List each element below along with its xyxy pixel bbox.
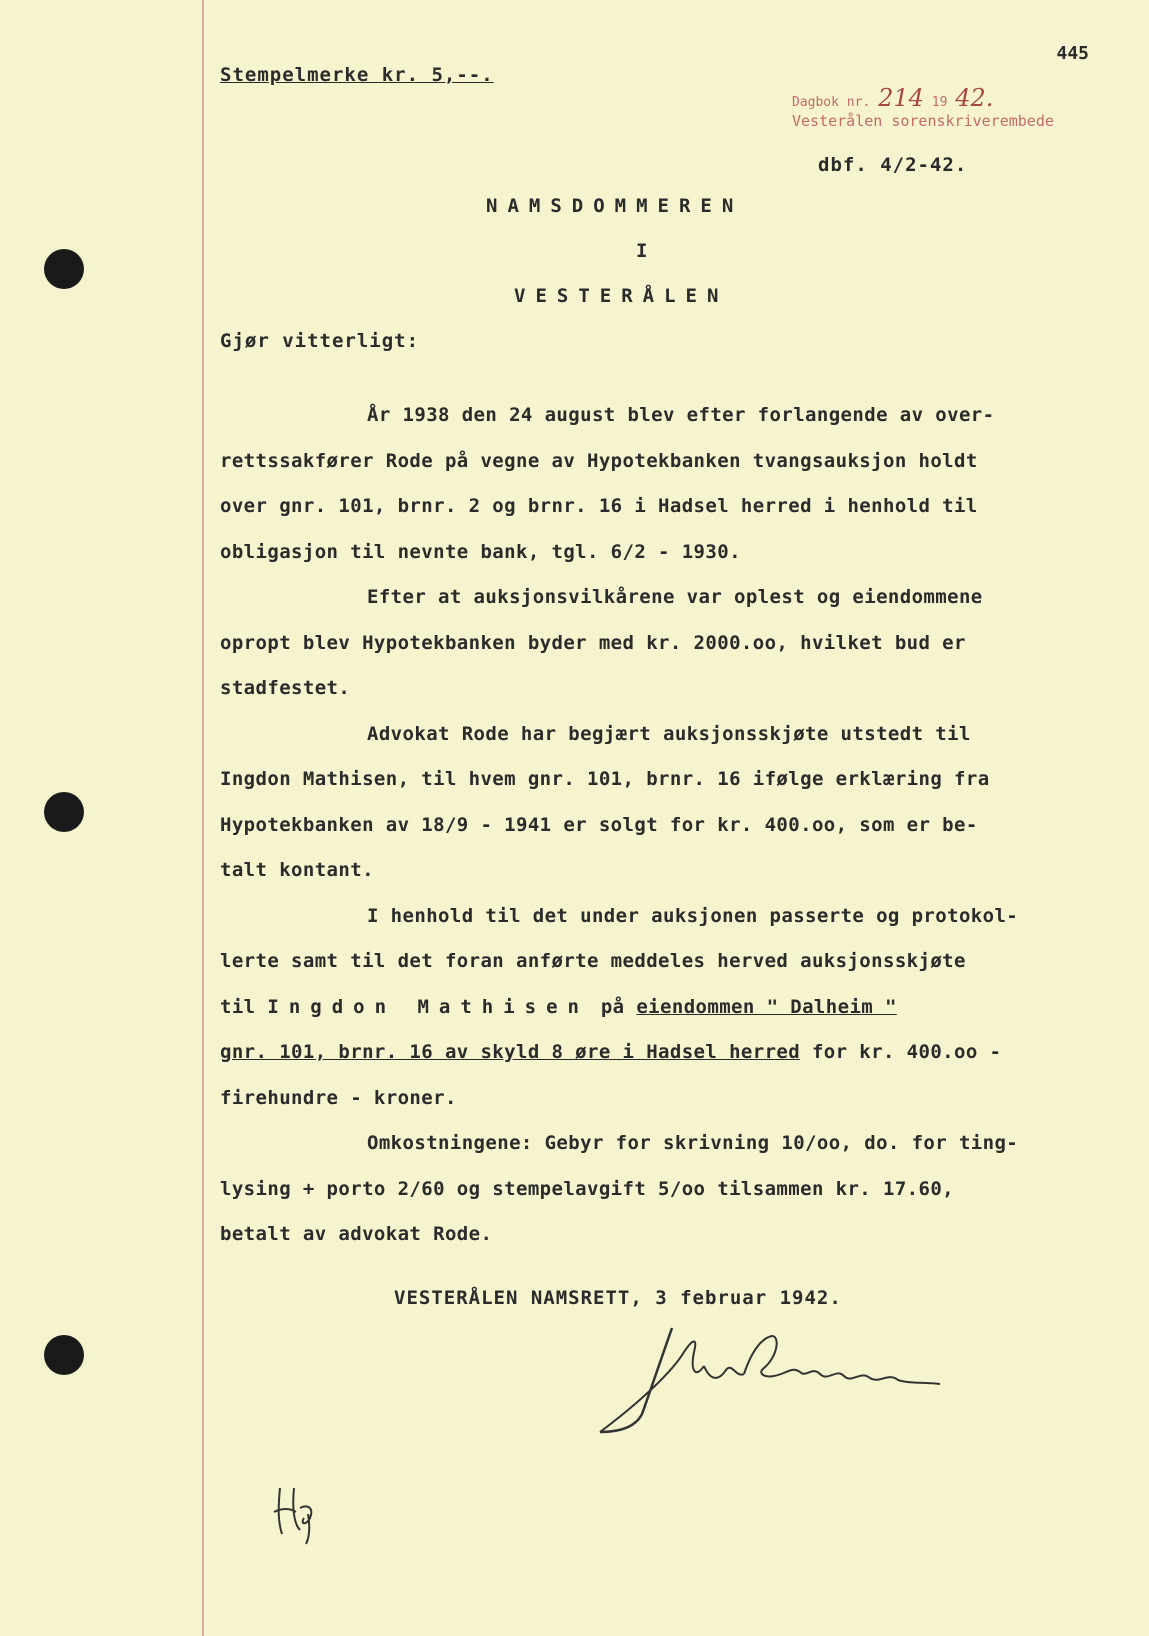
stamp-duty: Stempelmerke kr. 5,--.	[220, 64, 494, 86]
text-line: lysing + porto 2/60 og stempelavgift 5/oo tilsammen kr. 17.60,	[220, 1177, 955, 1200]
text-line: Advokat Rode har begjært auksjonsskjøte utstedt til	[367, 722, 971, 745]
text-line: betalt av advokat Rode.	[220, 1223, 493, 1245]
text-line: Hypotekbanken av 18/9 - 1941 er solgt for kr. 400.oo, som er be-	[220, 813, 978, 836]
heading-namsdommeren: NAMSDOMMEREN	[486, 195, 744, 217]
text-line: rettssakfører Rode på vegne av Hypotekbanken tvangsauksjon holdt	[220, 449, 978, 472]
text-line: over gnr. 101, brnr. 2 og brnr. 16 i Hadsel herred i henhold til	[220, 495, 978, 517]
dagbok-label: Dagbok nr.	[792, 95, 871, 110]
heading-i: I	[636, 240, 649, 262]
text-fragment: på	[600, 995, 625, 1018]
text-line: År 1938 den 24 august blev efter forlangende av over-	[367, 404, 995, 426]
buyer-name: Ingdon Mathisen	[267, 995, 589, 1018]
text-line: opropt blev Hypotekbanken byder med kr. 2000.oo, hvilket bud er	[220, 631, 966, 654]
greeting: Gjør vitterligt:	[220, 330, 420, 352]
margin-line	[202, 0, 204, 1636]
year-prefix: 19	[931, 95, 948, 110]
text-line: Omkostningene: Gebyr for skrivning 10/oo, do. for ting-	[367, 1132, 1019, 1154]
stamp-line-1	[792, 84, 1054, 112]
text-line	[220, 1030, 1115, 1076]
initials-text: Hp	[320, 1536, 333, 1546]
place-date: VESTERÅLEN NAMSRETT, 3 februar 1942.	[394, 1287, 842, 1309]
stamp-office: Vesterålen sorenskriverembede	[792, 112, 1054, 130]
registry-stamp	[792, 84, 1054, 130]
text-line: obligasjon til nevnte bank, tgl. 6/2 - 1930.	[220, 540, 741, 563]
text-line: lerte samt til det foran anførte meddeles herved auksjonsskjøte	[220, 950, 966, 972]
text-line: Ingdon Mathisen, til hvem gnr. 101, brnr. 16 ifølge erklæring fra	[220, 768, 990, 790]
signature-text: Ivar Pedersen	[790, 1427, 866, 1440]
dagbok-number: 214	[878, 84, 924, 112]
punch-hole	[44, 249, 84, 289]
property-name: eiendommen " Dalheim "	[636, 995, 897, 1018]
text-line: I henhold til det under auksjonen passerte og protokol-	[367, 904, 1019, 927]
property-designation: gnr. 101, brnr. 16 av skyld 8 øre i Hadsel herred	[220, 1041, 801, 1063]
punch-hole	[44, 792, 84, 832]
document-body	[220, 393, 1115, 1258]
text-fragment: for kr. 400.oo -	[811, 1041, 1002, 1063]
text-line: talt kontant.	[220, 859, 374, 881]
dagbok-year: 42.	[955, 84, 994, 112]
heading-vesteralen: VESTERÅLEN	[514, 285, 729, 307]
page-number: 445	[1056, 43, 1089, 64]
dbf-reference: dbf. 4/2-42.	[818, 154, 968, 176]
punch-hole	[44, 1335, 84, 1375]
text-line: stadfestet.	[220, 677, 351, 699]
text-fragment: til	[220, 995, 256, 1018]
signature	[580, 1322, 1000, 1442]
text-line: firehundre - kroner.	[220, 1086, 457, 1109]
initials	[270, 1478, 350, 1548]
text-line	[220, 985, 1115, 1031]
text-line: Efter at auksjonsvilkårene var oplest og eiendommene	[367, 586, 983, 608]
